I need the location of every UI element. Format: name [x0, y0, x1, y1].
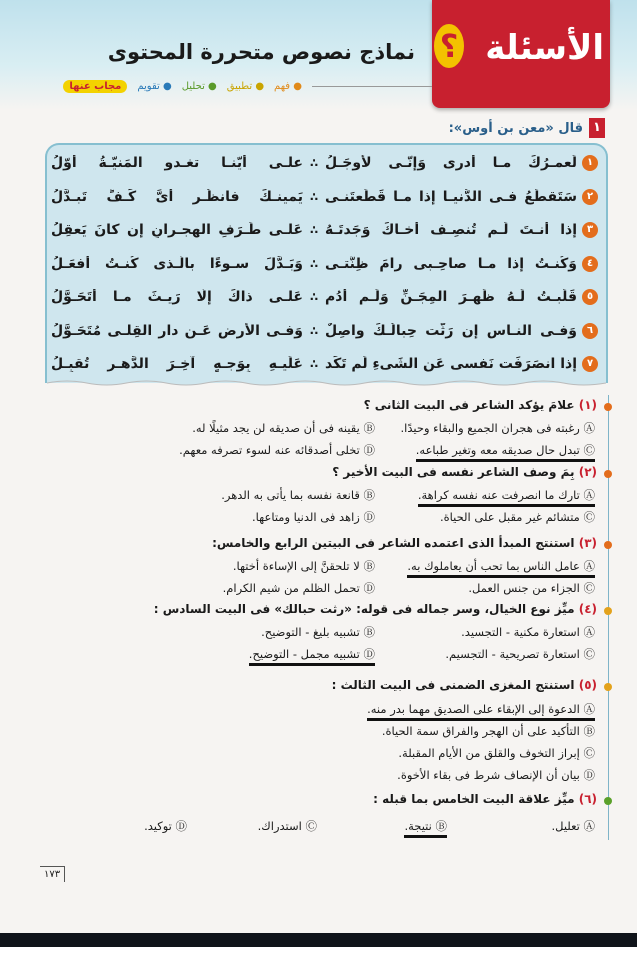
question-text: ميِّز علاقة البيت الخامس بما قبله : [373, 792, 575, 806]
verse-first-hemistich: إذا أنـتَ لَـم تُنصِـف أخـاكَ وَجَدتَـهُ [325, 222, 577, 238]
verse-second-hemistich: وَبَـدَّلَ سـوءًا بالَّـذى كُنـتُ أفعَـلُ [51, 255, 303, 272]
question-bullet [604, 541, 612, 549]
question-bullet [604, 403, 612, 411]
question-number: (٤) [578, 602, 597, 616]
hemistich-separator: ∴ [309, 189, 319, 204]
answer-choice[interactable]: Ⓐ الدعوة إلى الإبقاء على الصديق مهما بدر منه. [367, 701, 595, 721]
bottom-edge [0, 947, 637, 953]
answer-choice[interactable]: Ⓐ استعارة مكنية - التجسيد. [461, 625, 595, 639]
answer-choice[interactable]: Ⓓ زاهد فى الدنيا ومتاعها. [252, 510, 375, 524]
verse-line [51, 349, 598, 379]
answer-choice[interactable]: Ⓐ رغبته فى هجران الجميع والبقاء وحيدًا. [400, 421, 595, 435]
verse-second-hemistich: عَلَيـهِ بِوَجـهٍ آخِـرَ الدَّهـرِ تُقبِـلُ [51, 356, 303, 372]
question-number: (٢) [578, 465, 597, 479]
hemistich-separator: ∴ [309, 290, 319, 304]
poem-box [45, 143, 608, 383]
verse-number: ٣ [582, 222, 598, 238]
answer-choice[interactable]: Ⓒ استدراك. [257, 819, 317, 833]
verse-number: ٧ [582, 356, 598, 372]
verse-line [51, 249, 598, 279]
question-text: بِمَ وصف الشاعر نفسه فى البيت الأخير ؟ [332, 465, 575, 479]
verse-line [51, 316, 598, 346]
question-bullet [604, 797, 612, 805]
answer-choice[interactable]: Ⓓ توكيد. [144, 819, 187, 833]
answer-choice[interactable]: Ⓑ لا تلحقنَّ إلى الإساءة أختها. [232, 559, 375, 573]
question [212, 536, 597, 550]
text-number: ١ [589, 118, 605, 138]
page-number: ١٧٣ [40, 866, 65, 882]
question-number: (٣) [578, 536, 597, 550]
answer-choice[interactable]: Ⓐ تارك ما انصرفت عنه نفسه كراهة. [418, 487, 595, 507]
question-bullet [604, 607, 612, 615]
divider [312, 86, 432, 87]
questions-rule [608, 395, 609, 840]
verse-line [51, 282, 598, 312]
question-number: (١) [578, 398, 597, 412]
verse-number: ٢ [582, 189, 598, 205]
question-text: ميِّز نوع الخيال، وسر جماله فى قوله: «رثت حبالك» فى البيت السادس : [153, 602, 575, 616]
question [364, 398, 597, 412]
tag-analyze: ● تحليل [182, 81, 217, 92]
question [332, 465, 597, 479]
verse-second-hemistich: علـى أيّنـا تغـدو المَنيّـةُ أوّلُ [51, 155, 303, 171]
question-text: علامَ يؤكد الشاعر فى البيت الثانى ؟ [363, 398, 575, 412]
tag-understand: ● فهم [274, 81, 302, 92]
answer-choice[interactable]: Ⓐ عامل الناس بما تحب أن يعاملوك به. [407, 558, 595, 578]
question [332, 678, 597, 692]
verse-first-hemistich: قَلَبـتُ لَـهُ ظَهـرَ المِجَـنِّ وَلَـم أَدُم [325, 289, 577, 305]
answer-choice[interactable]: Ⓒ استعارة تصريحية - التجسيم. [445, 647, 595, 661]
question-number: (٥) [578, 678, 597, 692]
verse-second-hemistich: عَلـى ذاكَ إلّا رَيـثَ مـا أتَحَـوَّلُ [51, 289, 303, 305]
answer-choice[interactable]: Ⓓ تشبيه مجمل - التوضيح. [249, 646, 375, 666]
answer-choice[interactable]: Ⓑ تشبيه بليغ - التوضيح. [261, 625, 375, 639]
question [154, 602, 597, 616]
tag-apply: ● تطبيق [227, 81, 264, 92]
verse-first-hemistich: وَكُنـتُ إذا مـا صاحِـبى رامَ ظِنَّتـى [325, 255, 577, 272]
answer-choice[interactable]: Ⓒ الجزاء من جنس العمل. [468, 581, 595, 595]
answer-choice[interactable]: Ⓑ التأكيد على أن الهجر والفراق سمة الحياة. [381, 724, 595, 738]
verse-number: ٥ [582, 289, 598, 305]
answer-choice[interactable]: Ⓓ تخلى أصدقائه عنه لسوء تصرفه معهم. [179, 443, 375, 457]
verse-number: ٤ [582, 256, 598, 272]
page-title: نماذج نصوص متحررة المحتوى [107, 40, 415, 64]
hemistich-separator: ∴ [309, 156, 319, 170]
verse-line [51, 215, 598, 245]
answer-choice[interactable]: Ⓑ قانعة نفسه بما يأتى به الدهر. [221, 488, 375, 502]
verse-line [51, 182, 598, 212]
tag-evaluate: ● تقويم [137, 81, 171, 92]
answer-choice[interactable]: Ⓒ إبراز التخوف والقلق من الأيام المقبلة. [398, 746, 595, 760]
hemistich-separator: ∴ [309, 323, 319, 338]
section-badge [432, 0, 610, 108]
text-intro [449, 118, 605, 138]
question-bullet [604, 470, 612, 478]
answer-choice[interactable]: Ⓑ يقينه فى أن صديقه لن يجد مثيلًا له. [192, 421, 375, 435]
wave-edge [47, 379, 606, 389]
verse-first-hemistich: وَفـى النـاسِ إن رَثَّت حِبالُـكَ واصِلٌ [325, 322, 577, 339]
verse-second-hemistich: يَمينـكَ فانظُـر أىَّ كَـفٍّ تَبـدَّلُ [51, 188, 303, 205]
bottom-bar [0, 933, 637, 947]
skill-tags [63, 80, 432, 93]
verse-second-hemistich: وَفـى الأرضِ عَـن دارِ القِلـى مُتَحَـوَّلُ [51, 322, 303, 339]
verse-first-hemistich: إذا انصَرَفَت نَفسى عَنِ الشَىءِ لَم تَكَد [325, 356, 577, 372]
answer-choice[interactable]: Ⓓ بيان أن الإنصاف شرط فى بقاء الأخوة. [397, 768, 595, 782]
question [373, 792, 597, 806]
answer-choice[interactable]: Ⓑ نتيجة. [404, 818, 447, 838]
verse-number: ١ [582, 155, 598, 171]
question-text: استنتج المبدأ الذى اعتمده الشاعر فى البيتين الرابع والخامس: [212, 536, 575, 550]
section-title: الأسئلة [485, 28, 604, 68]
question-number: (٦) [578, 792, 597, 806]
hemistich-separator: ∴ [309, 256, 319, 271]
text-label: قال «معن بن أوس»: [448, 120, 583, 136]
question-bullet [604, 683, 612, 691]
verse-number: ٦ [582, 323, 598, 339]
question-mark-icon: ؟ [434, 24, 464, 68]
verse-first-hemistich: لَعمـرُكَ مـا أدرى وَإنّـى لأوجَـلُ [325, 155, 577, 171]
question-text: استنتج المغزى الضمنى فى البيت الثالث : [331, 678, 575, 692]
verse-first-hemistich: سَتَقطَعُ فـى الدُّنيـا إذا مـا قَطَعتَنـى [325, 188, 577, 205]
answer-choice[interactable]: Ⓒ تبدل حال صديقه معه وتغير طباعه. [416, 442, 595, 462]
hemistich-separator: ∴ [309, 357, 319, 371]
verse-second-hemistich: عَلـى طَـرَفِ الهِجـرانِ إن كانَ يَعقِلُ [51, 222, 303, 238]
answer-choice[interactable]: Ⓓ تحمل الظلم من شيم الكرام. [222, 581, 375, 595]
hemistich-separator: ∴ [309, 223, 319, 237]
answer-choice[interactable]: Ⓐ تعليل. [551, 819, 595, 833]
answered-badge: مجاب عنها [63, 80, 127, 93]
answer-choice[interactable]: Ⓒ متشائم غير مقبل على الحياة. [439, 510, 595, 524]
verse-line [51, 148, 598, 178]
